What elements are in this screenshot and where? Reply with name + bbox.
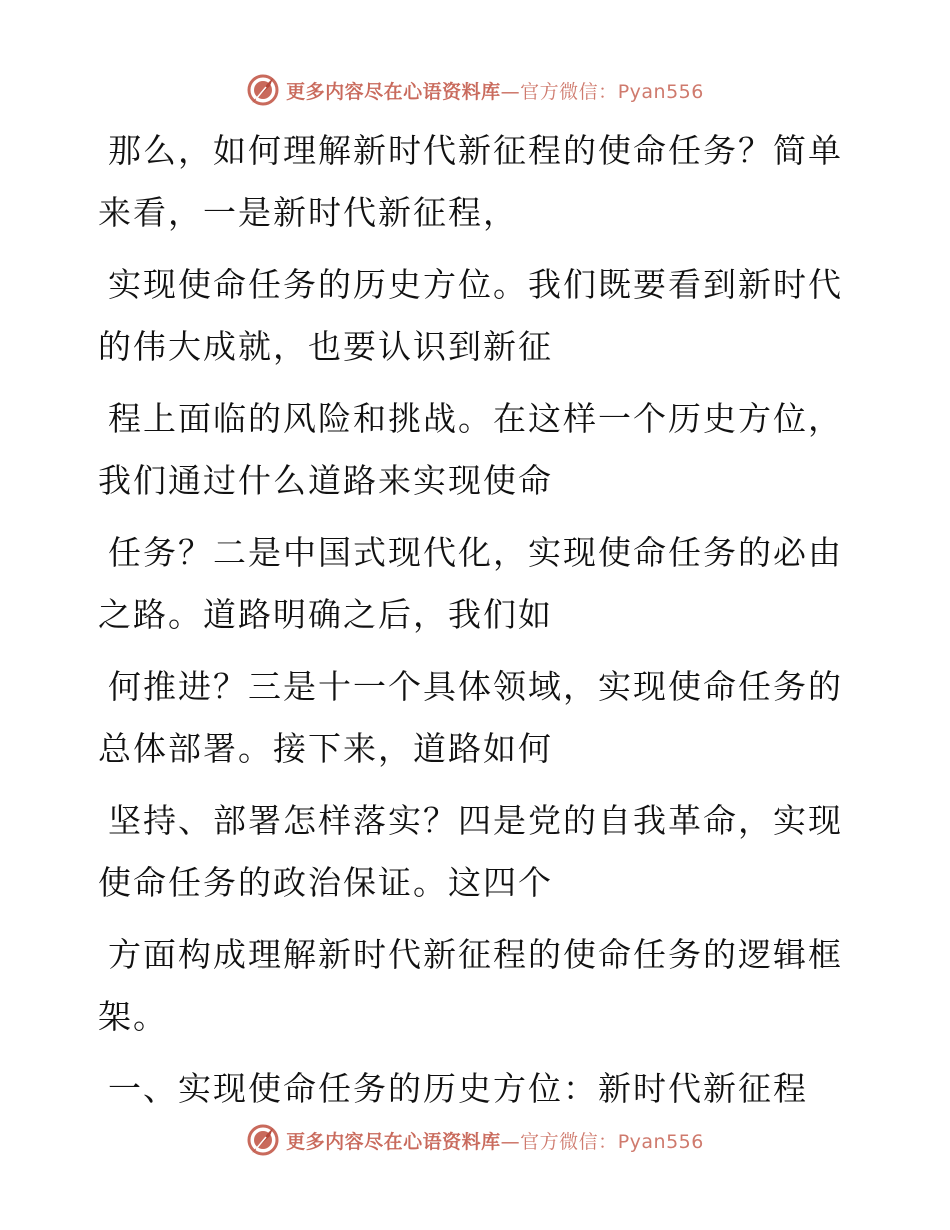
paragraph-line: 架。 — [98, 997, 168, 1036]
paragraph-line: 方面构成理解新时代新征程的使命任务的逻辑框 — [108, 935, 843, 974]
section-heading: 一、实现使命任务的历史方位：新时代新征程 — [108, 1069, 808, 1108]
watermark-wechat-label: 官方微信： — [520, 80, 618, 103]
watermark-separator: — — [500, 80, 521, 103]
watermark-text — [286, 77, 704, 104]
paragraph — [98, 120, 843, 244]
paragraph-line: 我们通过什么道路来实现使命 — [98, 461, 553, 500]
watermark-wechat-label: 官方微信： — [520, 1130, 618, 1153]
paragraph-line: 坚持、部署怎样落实？四是党的自我革命，实现 — [108, 801, 843, 840]
paragraph-line: 来看，一是新时代新征程， — [98, 193, 518, 232]
paragraph — [98, 790, 843, 914]
paragraph-line: 任务？二是中国式现代化，实现使命任务的必由 — [108, 533, 843, 572]
watermark-text — [286, 1127, 704, 1154]
paragraph — [98, 254, 843, 378]
document-body — [98, 120, 843, 1120]
paragraph — [98, 924, 843, 1048]
paragraph — [98, 522, 843, 646]
watermark-brand: 更多内容尽在心语资料库 — [286, 1130, 501, 1153]
feather-pen-circle-icon — [246, 1123, 280, 1157]
paragraph-line: 的伟大成就，也要认识到新征 — [98, 327, 553, 366]
paragraph-line: 之路。道路明确之后，我们如 — [98, 595, 553, 634]
watermark-wechat-id: Pyan556 — [617, 1130, 704, 1153]
paragraph-line: 总体部署。接下来，道路如何 — [98, 729, 553, 768]
header-watermark — [0, 70, 950, 110]
paragraph — [98, 656, 843, 780]
paragraph-line: 实现使命任务的历史方位。我们既要看到新时代 — [108, 265, 843, 304]
paragraph-line: 程上面临的风险和挑战。在这样一个历史方位， — [108, 399, 843, 438]
watermark-separator: — — [500, 1130, 521, 1153]
watermark-wechat-id: Pyan556 — [617, 80, 704, 103]
paragraph — [98, 388, 843, 512]
feather-pen-circle-icon — [246, 73, 280, 107]
footer-watermark — [0, 1120, 950, 1160]
paragraph-line: 何推进？三是十一个具体领域，实现使命任务的 — [108, 667, 843, 706]
watermark-brand: 更多内容尽在心语资料库 — [286, 80, 501, 103]
paragraph-line: 使命任务的政治保证。这四个 — [98, 863, 553, 902]
paragraph-line: 那么，如何理解新时代新征程的使命任务？简单 — [108, 131, 843, 170]
